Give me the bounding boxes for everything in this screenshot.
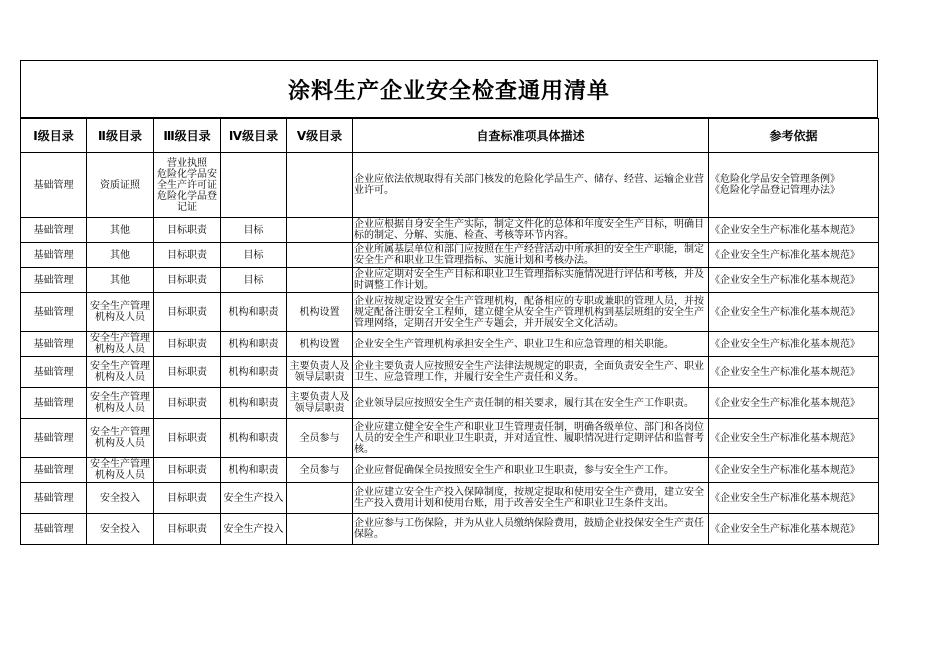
table-row bbox=[21, 293, 879, 332]
cell-level1: 基础管理 bbox=[21, 419, 87, 458]
cell-level3: 目标职责 bbox=[154, 357, 221, 388]
cell-level3: 目标职责 bbox=[154, 243, 221, 268]
cell-basis: 《企业安全生产标准化基本规范》 bbox=[709, 388, 879, 419]
header-description: 自查标准项具体描述 bbox=[353, 119, 709, 153]
cell-level2: 安全生产管理机构及人员 bbox=[87, 357, 154, 388]
cell-description: 企业应督促确保全员按照安全生产和职业卫生职责，参与安全生产工作。 bbox=[353, 458, 709, 483]
cell-level1: 基础管理 bbox=[21, 332, 87, 357]
cell-level4: 安全生产投入 bbox=[221, 514, 287, 545]
checklist-table bbox=[20, 118, 879, 545]
cell-basis: 《企业安全生产标准化基本规范》 bbox=[709, 514, 879, 545]
cell-basis: 《企业安全生产标准化基本规范》 bbox=[709, 243, 879, 268]
cell-level1: 基础管理 bbox=[21, 153, 87, 218]
cell-basis: 《企业安全生产标准化基本规范》 bbox=[709, 268, 879, 293]
table-row bbox=[21, 243, 879, 268]
cell-level2: 其他 bbox=[87, 218, 154, 243]
cell-level4: 机构和职责 bbox=[221, 419, 287, 458]
cell-level4: 目标 bbox=[221, 243, 287, 268]
cell-level5 bbox=[287, 514, 353, 545]
cell-description: 企业应按规定设置安全生产管理机构，配备相应的专职或兼职的管理人员，并按规定配备注册安全工程师，建立健全从安全生产管理机构到基层班组的安全生产管理网络，定期召开安全生产专题会，并开展安全文化活动。 bbox=[353, 293, 709, 332]
table-row bbox=[21, 458, 879, 483]
cell-level5 bbox=[287, 243, 353, 268]
cell-level1: 基础管理 bbox=[21, 293, 87, 332]
table-row bbox=[21, 357, 879, 388]
header-level2: Ⅱ级目录 bbox=[87, 119, 154, 153]
header-level3: Ⅲ级目录 bbox=[154, 119, 221, 153]
cell-level1: 基础管理 bbox=[21, 218, 87, 243]
cell-level5: 主要负责人及领导层职责 bbox=[287, 388, 353, 419]
cell-description: 企业应依法依规取得有关部门核发的危险化学品生产、储存、经营、运输企业营业许可。 bbox=[353, 153, 709, 218]
cell-level5 bbox=[287, 483, 353, 514]
cell-level3: 目标职责 bbox=[154, 514, 221, 545]
cell-level1: 基础管理 bbox=[21, 514, 87, 545]
header-level5: Ⅴ级目录 bbox=[287, 119, 353, 153]
table-row bbox=[21, 483, 879, 514]
cell-level3: 目标职责 bbox=[154, 388, 221, 419]
cell-level5 bbox=[287, 153, 353, 218]
cell-level4: 安全生产投入 bbox=[221, 483, 287, 514]
cell-level2: 资质证照 bbox=[87, 153, 154, 218]
cell-level2: 安全生产管理机构及人员 bbox=[87, 332, 154, 357]
cell-level4: 机构和职责 bbox=[221, 332, 287, 357]
cell-description: 企业应建立健全安全生产和职业卫生管理责任制，明确各级单位、部门和各岗位人员的安全生产和职业卫生职责，并对适宜性、履职情况进行定期评估和监督考核。 bbox=[353, 419, 709, 458]
cell-level3: 目标职责 bbox=[154, 419, 221, 458]
cell-level2: 安全生产管理机构及人员 bbox=[87, 388, 154, 419]
cell-basis: 《企业安全生产标准化基本规范》 bbox=[709, 332, 879, 357]
cell-level4: 机构和职责 bbox=[221, 293, 287, 332]
cell-level1: 基础管理 bbox=[21, 388, 87, 419]
cell-level3: 营业执照 危险化学品安全生产许可证 危险化学品登记证 bbox=[154, 153, 221, 218]
cell-level2: 安全投入 bbox=[87, 514, 154, 545]
cell-level3: 目标职责 bbox=[154, 332, 221, 357]
cell-basis: 《企业安全生产标准化基本规范》 bbox=[709, 293, 879, 332]
table-row bbox=[21, 388, 879, 419]
cell-level1: 基础管理 bbox=[21, 243, 87, 268]
cell-level1: 基础管理 bbox=[21, 483, 87, 514]
cell-level5 bbox=[287, 268, 353, 293]
header-row bbox=[21, 119, 879, 153]
cell-level1: 基础管理 bbox=[21, 458, 87, 483]
table-row bbox=[21, 419, 879, 458]
cell-level2: 其他 bbox=[87, 268, 154, 293]
sheet-title: 涂料生产企业安全检查通用清单 bbox=[20, 60, 878, 118]
cell-level3: 目标职责 bbox=[154, 483, 221, 514]
cell-level2: 安全生产管理机构及人员 bbox=[87, 293, 154, 332]
cell-level4 bbox=[221, 153, 287, 218]
cell-basis: 《企业安全生产标准化基本规范》 bbox=[709, 218, 879, 243]
cell-level5: 机构设置 bbox=[287, 332, 353, 357]
cell-level3: 目标职责 bbox=[154, 268, 221, 293]
cell-level5: 全员参与 bbox=[287, 419, 353, 458]
cell-level1: 基础管理 bbox=[21, 268, 87, 293]
cell-level1: 基础管理 bbox=[21, 357, 87, 388]
cell-description: 企业应定期对安全生产目标和职业卫生管理指标实施情况进行评估和考核，并及时调整工作计划。 bbox=[353, 268, 709, 293]
cell-level5: 主要负责人及领导层职责 bbox=[287, 357, 353, 388]
table-row bbox=[21, 218, 879, 243]
cell-level4: 机构和职责 bbox=[221, 458, 287, 483]
cell-level2: 安全生产管理机构及人员 bbox=[87, 458, 154, 483]
cell-description: 企业主要负责人应按照安全生产法律法规规定的职责，全面负责安全生产、职业卫生、应急管理工作，并履行安全生产责任和义务。 bbox=[353, 357, 709, 388]
cell-level4: 机构和职责 bbox=[221, 388, 287, 419]
cell-level2: 安全生产管理机构及人员 bbox=[87, 419, 154, 458]
cell-description: 企业应参与工伤保险，并为从业人员缴纳保险费用，鼓励企业投保安全生产责任保险。 bbox=[353, 514, 709, 545]
cell-level2: 安全投入 bbox=[87, 483, 154, 514]
table-row bbox=[21, 332, 879, 357]
cell-level5: 全员参与 bbox=[287, 458, 353, 483]
header-level1: Ⅰ级目录 bbox=[21, 119, 87, 153]
cell-basis: 《企业安全生产标准化基本规范》 bbox=[709, 419, 879, 458]
cell-level5: 机构设置 bbox=[287, 293, 353, 332]
cell-basis: 《危险化学品安全管理条例》 《危险化学品登记管理办法》 bbox=[709, 153, 879, 218]
cell-basis: 《企业安全生产标准化基本规范》 bbox=[709, 458, 879, 483]
cell-basis: 《企业安全生产标准化基本规范》 bbox=[709, 483, 879, 514]
cell-level4: 目标 bbox=[221, 218, 287, 243]
cell-basis: 《企业安全生产标准化基本规范》 bbox=[709, 357, 879, 388]
cell-level3: 目标职责 bbox=[154, 293, 221, 332]
table-row bbox=[21, 153, 879, 218]
cell-description: 企业应建立安全生产投入保障制度，按规定提取和使用安全生产费用，建立安全生产投入费用计划和使用台账，用于改善安全生产和职业卫生条件支出。 bbox=[353, 483, 709, 514]
header-level4: Ⅳ级目录 bbox=[221, 119, 287, 153]
header-basis: 参考依据 bbox=[709, 119, 879, 153]
table-row bbox=[21, 268, 879, 293]
cell-level5 bbox=[287, 218, 353, 243]
cell-description: 企业领导层应按照安全生产责任制的相关要求，履行其在安全生产工作职责。 bbox=[353, 388, 709, 419]
cell-description: 企业所属基层单位和部门应按照在生产经营活动中所承担的安全生产职能，制定安全生产和职业卫生管理指标、实施计划和考核办法。 bbox=[353, 243, 709, 268]
table-row bbox=[21, 514, 879, 545]
cell-description: 企业安全生产管理机构承担安全生产、职业卫生和应急管理的相关职能。 bbox=[353, 332, 709, 357]
cell-level4: 目标 bbox=[221, 268, 287, 293]
cell-level3: 目标职责 bbox=[154, 218, 221, 243]
cell-level2: 其他 bbox=[87, 243, 154, 268]
cell-level4: 机构和职责 bbox=[221, 357, 287, 388]
checklist-sheet bbox=[20, 60, 878, 545]
cell-description: 企业应根据自身安全生产实际，制定文件化的总体和年度安全生产目标，明确目标的制定、分解、实施、检查、考核等环节内容。 bbox=[353, 218, 709, 243]
cell-level3: 目标职责 bbox=[154, 458, 221, 483]
